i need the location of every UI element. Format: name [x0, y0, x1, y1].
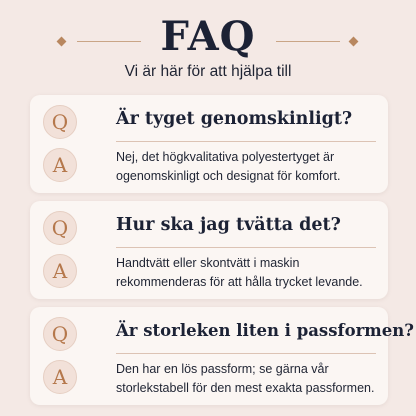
page-title: FAQ [160, 13, 256, 60]
faq-answer: Handtvätt eller skontvätt i maskin rekommenderas för att hålla trycket levande. [116, 256, 363, 289]
question-badge: Q [43, 211, 77, 245]
faq-answer: Nej, det högkvalitativa polyestertyget är ogenomskinligt och designat för komfort. [116, 150, 341, 183]
title-rule-right [276, 41, 340, 42]
faq-card-washing [30, 201, 388, 299]
faq-divider [116, 353, 376, 354]
faq-divider [116, 247, 376, 248]
question-badge: Q [43, 317, 77, 351]
faq-card-fabric [30, 95, 388, 193]
question-badge: Q [43, 105, 77, 139]
faq-card-sizing [30, 307, 414, 405]
answer-badge: A [43, 254, 77, 288]
faq-question: Är storleken liten i passformen? [116, 321, 414, 340]
faq-divider [116, 141, 376, 142]
faq-answer: Den har en lös passform; se gärna vår storlekstabell för den mest exakta passformen. [116, 362, 375, 395]
faq-question: Hur ska jag tvätta det? [116, 215, 341, 235]
answer-badge: A [43, 148, 77, 182]
answer-badge: A [43, 360, 77, 394]
page-subtitle: Vi är här för att hjälpa till [124, 63, 292, 80]
faq-header [0, 0, 416, 88]
faq-question: Är tyget genomskinligt? [116, 109, 353, 129]
